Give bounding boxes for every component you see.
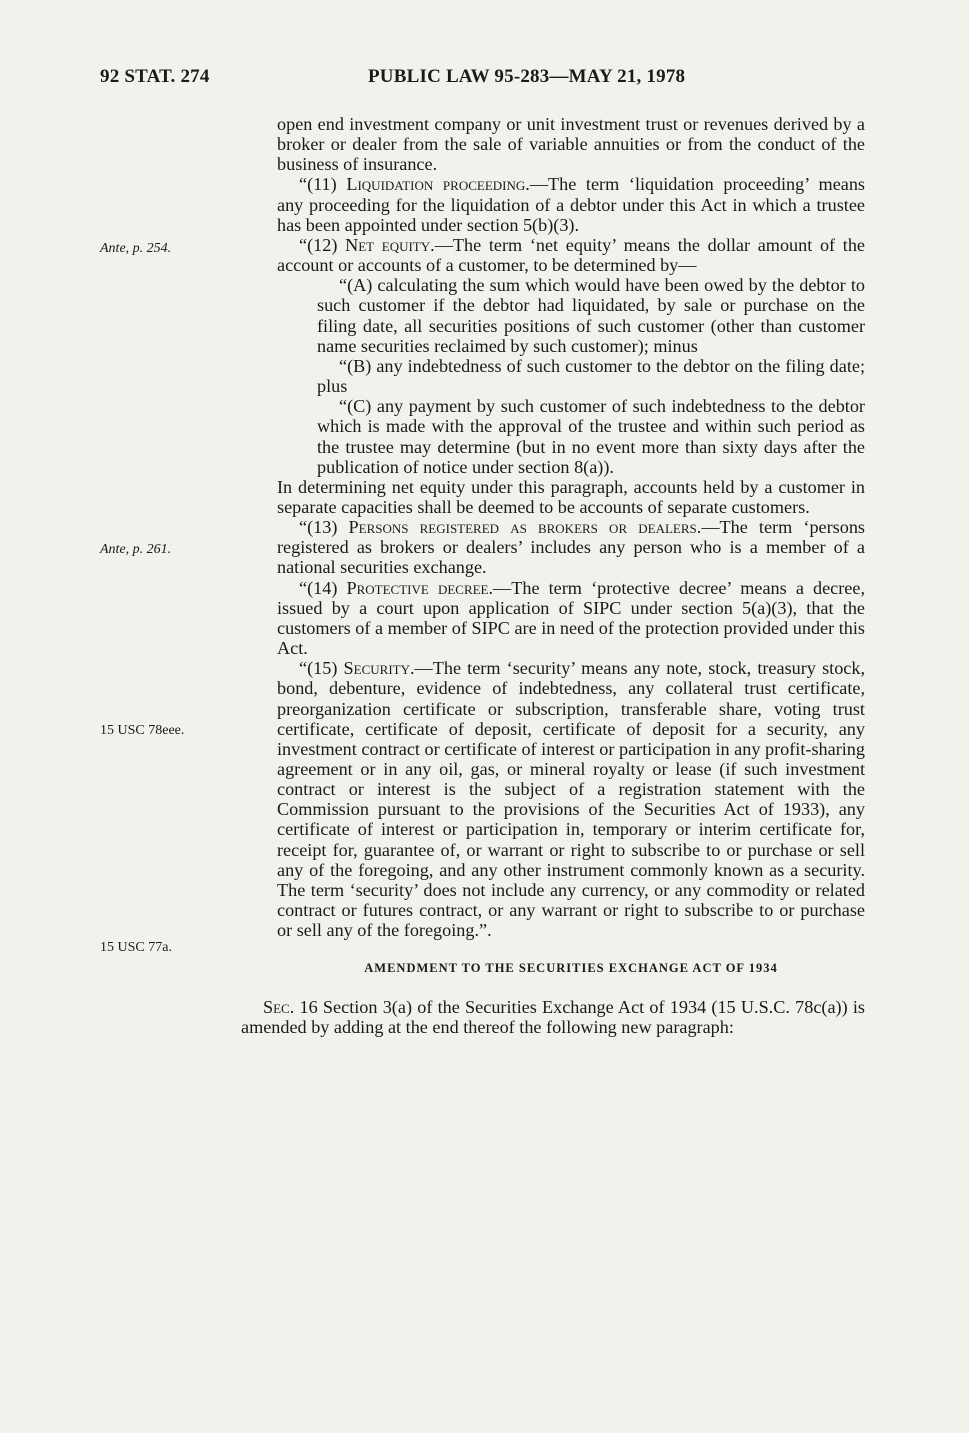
paragraph-13-number: “(13) (299, 517, 338, 538)
paragraph-12-text: —The term ‘net equity’ means the dollar amount of the account or accounts of a customer, to be determined by— (277, 234, 866, 276)
paragraph-continuation: open end investment company or unit investment trust or revenues derived by a broker or dealer from the sale of variable annuities or from the conduct of the business of insurance. (277, 114, 865, 175)
paragraph-12-number: “(12) (299, 234, 338, 255)
margin-note-ante-254: Ante, p. 254. (100, 241, 172, 256)
paragraph-11-text: —The term ‘liquidation proceeding’ means any proceeding for the liquidation of a debtor under this Act in which a trustee has been appointed under section 5(b)(3). (277, 174, 866, 235)
section-16-text: Section 3(a) of the Securities Exchange Act of 1934 (15 U.S.C. 78c(a)) is amended by adding at the end thereof the following new paragraph: (241, 996, 865, 1037)
paragraph-15 (277, 658, 865, 940)
section-16-label: Sec. 16 (263, 996, 318, 1017)
paragraph-12-tail: In determining net equity under this paragraph, accounts held by a customer in separate capacities shall be deemed to be accounts of separate customers. (277, 476, 865, 517)
paragraph-15-number: “(15) (299, 658, 338, 679)
paragraph-14-text: —The term ‘protective decree’ means a decree, issued by a court upon application of SIPC under section 5(a)(3), that the customers of a member of SIPC are in need of the protection provided under this Act. (277, 577, 865, 659)
paragraph-15-text: —The term ‘security’ means any note, stock, treasury stock, bond, debenture, evidence of indebtedness, any collateral trust certificate, preorganization certificate or subscription, transferable share, voting trust certificate, certificate of deposit, certificate of deposit for a security, any investment contract or certificate of interest or participation in any profit-sharing agreement or in any oil, gas, or mineral royalty or lease (if such investment contract or interest is the subject of a registration statement with the Commission pursuant to the provisions of the Securities Act of 1933), any certificate of interest or participation in, temporary or interim certificate for, receipt for, guarantee of, or warrant or right to subscribe to or purchase or sell any of the foregoing, and any other instrument commonly known as a security. The term ‘security’ does not include any currency, or any commodity or related contract or futures contract, or any warrant or right to subscribe to or purchase or sell any of the foregoing.”. (277, 658, 866, 941)
paragraph-11 (277, 174, 865, 234)
paragraph-12 (277, 235, 865, 275)
paragraph-13 (277, 517, 865, 577)
page-header (0, 66, 969, 96)
paragraph-13-text: —The term ‘persons registered as brokers or dealers’ includes any person who is a member of a national securities exchange. (277, 517, 866, 578)
paragraph-14-number: “(14) (299, 577, 338, 598)
paragraph-14-heading: Protective decree. (346, 577, 494, 598)
paragraph-12-heading: Net equity. (345, 234, 435, 255)
statute-page-number: 92 STAT. 274 (100, 66, 210, 87)
body-text (241, 114, 866, 1037)
margin-note-15-usc-78eee: 15 USC 78eee. (100, 723, 185, 738)
section-16 (241, 997, 865, 1037)
paragraph-13-heading: Persons registered as brokers or dealers. (348, 517, 702, 538)
paragraph-15-heading: Security. (343, 658, 415, 679)
paragraph-14 (277, 578, 865, 659)
clause-12-a: “(A) calculating the sum which would have been owed by the debtor to such customer if the debtor had liquidated, by sale or purchase on the filing date, all securities positions of such customer (other than customer name securities reclaimed by such customer); minus (317, 275, 865, 356)
clause-12-c: “(C) any payment by such customer of such indebtedness to the debtor which is made with the approval of the trustee and within such period as the trustee may determine (but in no event more than sixty days after the publication of notice under section 8(a)). (317, 396, 865, 477)
clause-12-b: “(B) any indebtedness of such customer to the debtor on the filing date; plus (317, 355, 865, 397)
public-law-title: PUBLIC LAW 95-283—MAY 21, 1978 (368, 66, 686, 87)
margin-note-ante-261: Ante, p. 261. (100, 542, 172, 557)
amendment-heading: AMENDMENT TO THE SECURITIES EXCHANGE ACT OF 1934 (364, 961, 778, 976)
margin-note-15-usc-77a: 15 USC 77a. (100, 940, 172, 955)
paragraph-11-heading: Liquidation proceeding. (346, 174, 530, 195)
paragraph-11-number: “(11) (299, 174, 337, 195)
